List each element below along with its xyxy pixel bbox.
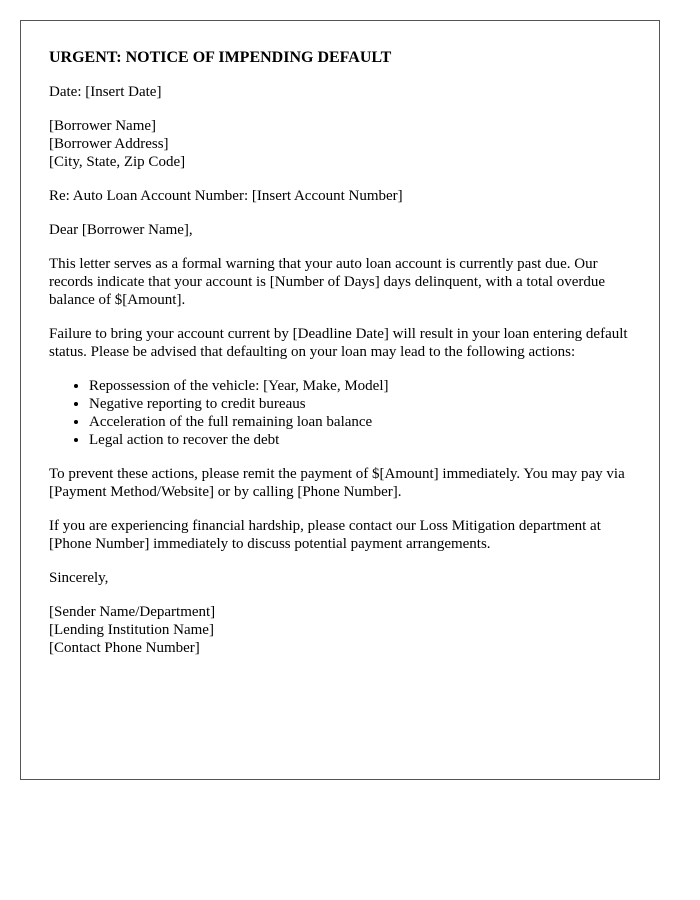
recipient-name: [Borrower Name]	[49, 118, 157, 134]
recipient-address: [Borrower Address]	[49, 136, 169, 152]
signature-phone: [Contact Phone Number]	[49, 640, 200, 656]
reference-line: Re: Auto Loan Account Number: [Insert Account Number]	[49, 188, 403, 204]
paragraph-default-warning: Failure to bring your account current by [Deadline Date] will result in your loan entering default status. Please be advised that defaulting on your loan may lead to the following actions:	[49, 326, 628, 360]
signature-sender: [Sender Name/Department]	[49, 604, 216, 620]
signature-institution: [Lending Institution Name]	[49, 622, 214, 638]
list-item: • Repossession of the vehicle: [Year, Make, Model]	[89, 377, 631, 395]
salutation: Dear [Borrower Name],	[49, 222, 193, 238]
letter-page	[20, 20, 660, 780]
recipient-city-state-zip: [City, State, Zip Code]	[49, 154, 186, 170]
signature-block	[49, 603, 631, 657]
list-item: • Negative reporting to credit bureaus	[89, 395, 631, 413]
actions-list	[49, 377, 631, 449]
list-item: • Legal action to recover the debt	[89, 431, 631, 449]
paragraph-hardship: If you are experiencing financial hardship, please contact our Loss Mitigation department at [Phone Number] immediately to discuss potential payment arrangements.	[49, 518, 601, 552]
recipient-block	[49, 117, 631, 171]
letter-title: URGENT: NOTICE OF IMPENDING DEFAULT	[49, 49, 392, 66]
closing: Sincerely,	[49, 570, 109, 586]
letter-date: Date: [Insert Date]	[49, 84, 162, 100]
list-item: • Acceleration of the full remaining loan balance	[89, 413, 631, 431]
paragraph-past-due: This letter serves as a formal warning that your auto loan account is currently past due. Our records indicate that your account is [Number of Days] days delinquent, with a total overdue balance of $[Amount].	[49, 256, 606, 308]
paragraph-payment-instructions: To prevent these actions, please remit the payment of $[Amount] immediately. You may pay via [Payment Method/Website] or by calling [Phone Number].	[49, 466, 625, 500]
